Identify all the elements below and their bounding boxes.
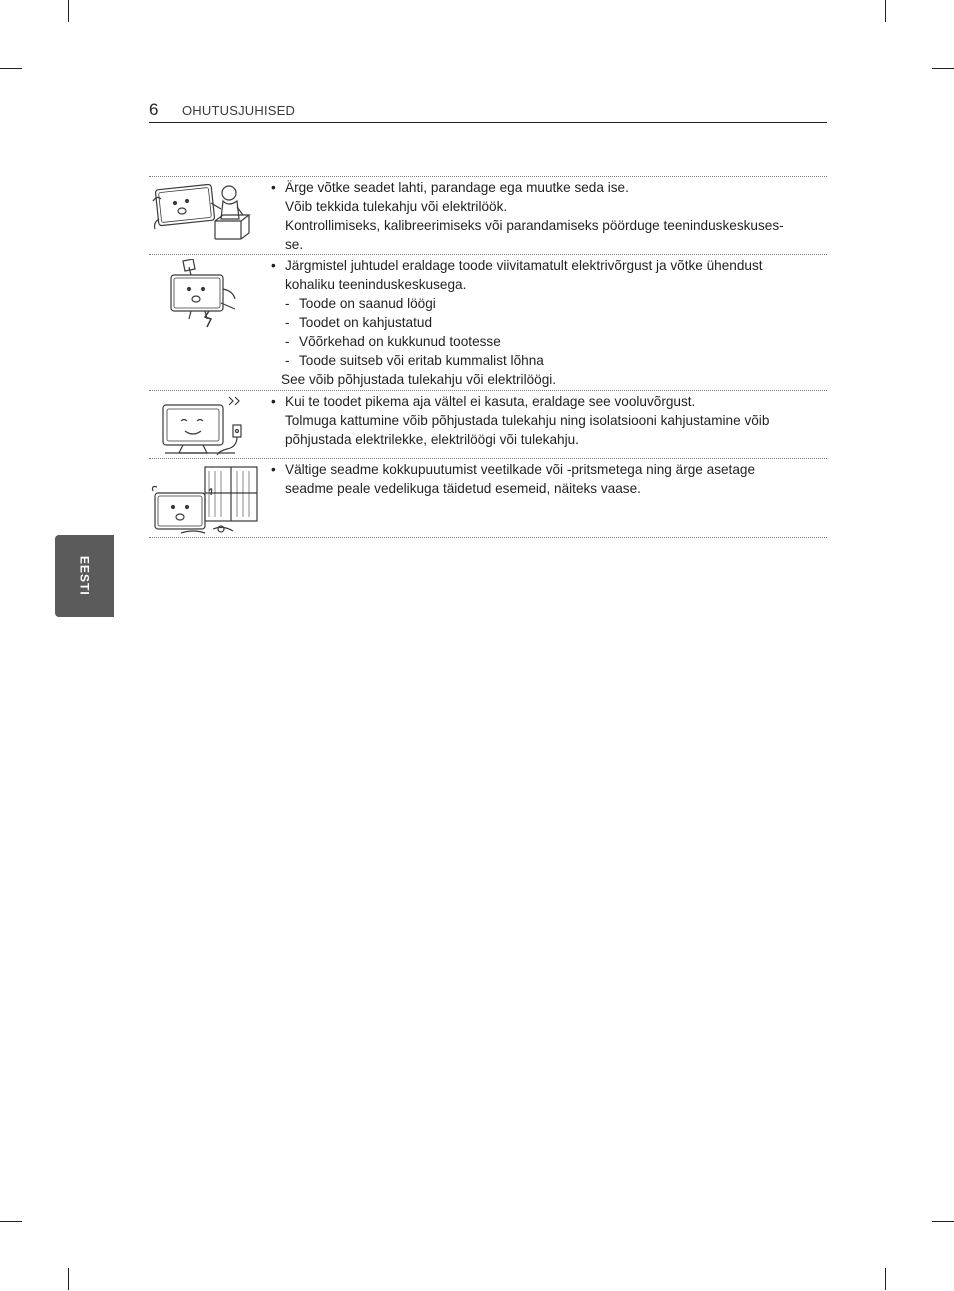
safety-row-unplug-immediately (149, 255, 827, 391)
dash-marker: - (285, 353, 290, 368)
dash-marker: - (285, 334, 290, 349)
safety-row-disassembly (149, 177, 827, 255)
note-text: See võib põhjustada tulekahju või elektrilöögi. (281, 372, 557, 387)
sub-item: Toodet on kahjustatud (299, 315, 433, 330)
crop-mark (885, 1268, 886, 1290)
tv-damaged-illustration-icon (151, 259, 261, 331)
crop-mark (932, 1221, 954, 1222)
crop-mark (932, 68, 954, 69)
tv-unplug-illustration-icon (151, 395, 261, 457)
sub-item: Võõrkehad on kukkunud tootesse (299, 334, 501, 349)
text-line: Vältige seadme kokkupuutumist veetilkade või -pritsmetega ning ärge asetage (285, 462, 756, 477)
safety-row-water (149, 459, 827, 538)
sub-item: Toode on saanud löögi (299, 296, 436, 311)
bullet-dot: • (271, 462, 276, 477)
text-line: Järgmistel juhtudel eraldage toode viivitamatult elektrivõrgust ja võtke ühendust (285, 258, 763, 273)
crop-mark (68, 0, 69, 22)
text-line: Ärge võtke seadet lahti, parandage ega muutke seda ise. (285, 180, 629, 195)
crop-mark (0, 1221, 22, 1222)
page-number: 6 (149, 100, 159, 119)
safety-table (149, 176, 827, 538)
bullet-dot: • (271, 258, 276, 273)
text-line: seadme peale vedelikuga täidetud esemeid, näiteks vaase. (285, 481, 641, 496)
language-tab (55, 535, 114, 617)
bullet-dot: • (271, 394, 276, 409)
text-line: kohaliku teeninduskeskusega. (285, 277, 467, 292)
text-line: põhjustada elektrilekke, elektrilöögi või tulekahju. (285, 432, 579, 447)
text-line: se. (285, 237, 304, 252)
page-header (149, 100, 827, 123)
tv-repair-illustration-icon (151, 181, 261, 247)
dash-marker: - (285, 315, 290, 330)
crop-mark (885, 0, 886, 22)
crop-mark (0, 68, 22, 69)
bullet-dot: • (271, 180, 276, 195)
language-label: EESTI (77, 556, 92, 596)
section-title: OHUTUSJUHISED (182, 103, 296, 118)
text-line: Võib tekkida tulekahju või elektrilöök. (285, 199, 508, 214)
safety-row-long-unused (149, 391, 827, 459)
tv-water-illustration-icon (151, 463, 261, 537)
text-line: Kontrollimiseks, kalibreerimiseks või parandamiseks pöörduge teeninduskeskuses- (285, 218, 784, 233)
crop-mark (68, 1268, 69, 1290)
text-line: Kui te toodet pikema aja vältel ei kasuta, eraldage see vooluvõrgust. (285, 394, 696, 409)
text-line: Tolmuga kattumine võib põhjustada tulekahju ning isolatsiooni kahjustamine võib (285, 413, 770, 428)
sub-item: Toode suitseb või eritab kummalist lõhna (299, 353, 544, 368)
dash-marker: - (285, 296, 290, 311)
